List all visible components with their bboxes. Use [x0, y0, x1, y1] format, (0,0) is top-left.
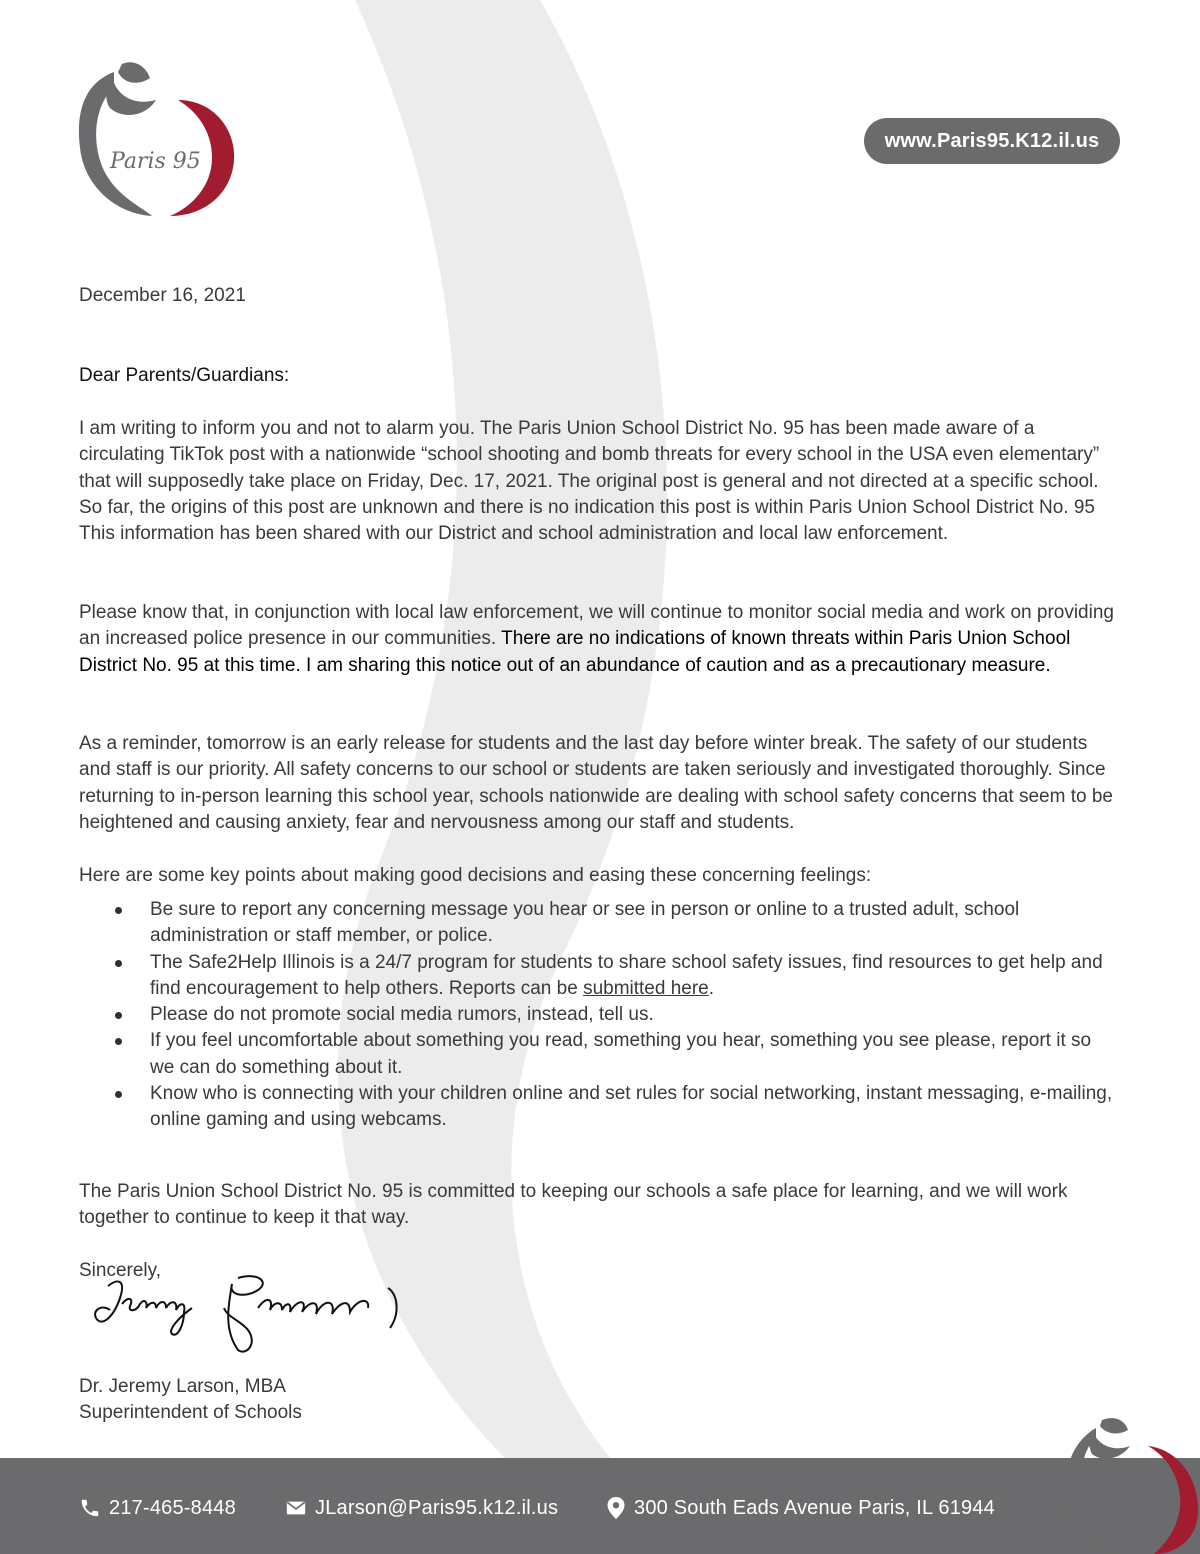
- footer-address: [606, 1493, 995, 1523]
- list-item: [79, 1028, 1119, 1081]
- letter-date: December 16, 2021: [79, 285, 246, 306]
- submit-report-link[interactable]: submitted here: [583, 977, 709, 999]
- map-pin-icon: [606, 1496, 626, 1520]
- website-url[interactable]: www.Paris95.K12.il.us: [864, 118, 1120, 164]
- bullet-icon: [115, 1038, 122, 1045]
- list-item-text-end: .: [708, 977, 715, 999]
- phone-icon: [79, 1497, 101, 1519]
- footer-email[interactable]: [285, 1493, 558, 1523]
- paragraph-3: As a reminder, tomorrow is an early release for students and the last day before winter break. The safety of our students and staff is our priority. All safety concerns to our school or students are taken seriously and investigated thoroughly. Since returning to in-person learning this school year, schools nationwide are dealing with school safety concerns that seem to be heightened and causing anxiety, fear and nervousness among our staff and students.: [79, 733, 1113, 833]
- letter-closing: Sincerely,: [79, 1260, 162, 1281]
- footer-phone[interactable]: [79, 1493, 236, 1523]
- footer-address-text: 300 South Eads Avenue Paris, IL 61944: [634, 1496, 996, 1519]
- list-item: [79, 1002, 1119, 1028]
- paragraph-4: Here are some key points about making good decisions and easing these concerning feelings:: [79, 865, 872, 886]
- footer-email-text: JLarson@Paris95.k12.il.us: [315, 1496, 559, 1519]
- letter-greeting: Dear Parents/Guardians:: [79, 365, 290, 386]
- district-logo: [74, 56, 244, 221]
- list-item-text: Be sure to report any concerning message you hear or see in person or online to a trusted adult, school administration or staff member, or police.: [150, 899, 1020, 947]
- bullet-icon: [115, 960, 122, 967]
- key-points-list: [79, 897, 1119, 1134]
- bullet-icon: [115, 1091, 122, 1098]
- list-item: [79, 1081, 1119, 1134]
- list-item-text: Know who is connecting with your children online and set rules for social networking, instant messaging, e-mailing, online gaming and using webcams.: [150, 1083, 1113, 1131]
- paragraph-2-emphasis: There are no indications of known threats within Paris Union School District No. 95 at this time. I am sharing this notice out of an abundance of caution and as a precautionary measure.: [79, 628, 1071, 676]
- bullet-icon: [115, 1012, 122, 1019]
- signer-name: Dr. Jeremy Larson, MBA: [79, 1376, 286, 1397]
- list-item-text: Please do not promote social media rumors, instead, tell us.: [150, 1004, 654, 1026]
- list-item: [79, 897, 1119, 950]
- paragraph-5: The Paris Union School District No. 95 is committed to keeping our schools a safe place for learning, and we will work together to continue to keep it that way.: [79, 1181, 1068, 1229]
- footer-logo: [1058, 1414, 1200, 1554]
- list-item: [79, 950, 1119, 1003]
- envelope-icon: [285, 1497, 307, 1519]
- paragraph-2: [79, 600, 1119, 679]
- list-item-text: The Safe2Help Illinois is a 24/7 program for students to share school safety issues, find resources to get help and find encouragement to help others. Reports can be: [150, 951, 1103, 999]
- logo-text: Paris 95: [110, 149, 201, 174]
- paragraph-1: I am writing to inform you and not to alarm you. The Paris Union School District No. 95 has been made aware of a circulating TikTok post with a nationwide “school shooting and bomb threats for every school in the USA even elementary” that will supposedly take place on Friday, Dec. 17, 2021. The original post is general and not directed at a specific school. So far, the origins of this post are unknown and there is no indication this post is within Paris Union School District No. 95 This information has been shared with our District and school administration and local law enforcement.: [79, 418, 1100, 545]
- footer-phone-text: 217-465-8448: [109, 1496, 236, 1519]
- list-item-text: If you feel uncomfortable about something you read, something you hear, something you see please, report it so we can do something about it.: [150, 1030, 1092, 1078]
- signer-block: [79, 1374, 1119, 1427]
- signer-title: Superintendent of Schools: [79, 1402, 302, 1424]
- handwritten-signature: [88, 1268, 408, 1358]
- bullet-icon: [115, 907, 122, 914]
- paragraph-2-text: Please know that, in conjunction with local law enforcement, we will continue to monitor social media and work on providing an increased police presence in our communities.: [79, 602, 1114, 650]
